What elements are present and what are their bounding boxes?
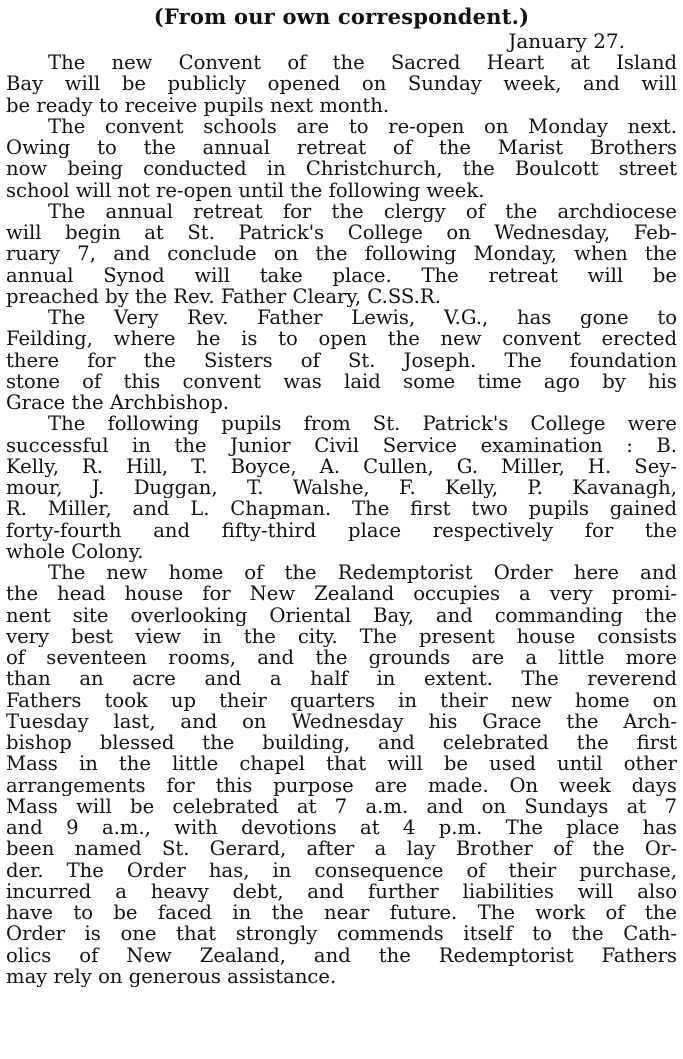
text-line: preached by the Rev. Father Cleary, C.SS.R.: [6, 285, 441, 307]
text-line: Mass in the little chapel that will be used until other: [6, 753, 677, 775]
text-line: ruary 7, and conclude on the following Monday, when the: [6, 243, 677, 265]
text-line: bishop blessed the building, and celebrated the first: [6, 732, 677, 754]
text-line: The new Convent of the Sacred Heart at Island: [48, 52, 677, 74]
text-line: will begin at St. Patrick's College on Wednesday, Feb-: [6, 222, 677, 244]
byline-heading: (From our own correspondent.): [153, 4, 530, 29]
text-line: successful in the Junior Civil Service examination : B.: [6, 434, 677, 456]
text-line: have to be faced in the near future. The work of the: [6, 902, 677, 924]
text-line: now being conducted in Christchurch, the Boulcott street: [6, 158, 677, 180]
text-line: very best view in the city. The present house consists: [6, 625, 677, 647]
text-line: Bay will be publicly opened on Sunday week, and will: [6, 73, 677, 95]
text-line: The convent schools are to re-open on Monday next.: [48, 115, 677, 137]
dateline: January 27.: [508, 29, 625, 53]
text-line: arrangements for this purpose are made. On week days: [6, 774, 677, 796]
article-paragraph: [6, 307, 677, 413]
text-line: and 9 a.m., with devotions at 4 p.m. The place has: [6, 817, 677, 839]
article-paragraph: [6, 562, 677, 987]
text-line: than an acre and a half in extent. The reverend: [6, 668, 677, 690]
text-line: Fathers took up their quarters in their new home on: [6, 689, 677, 711]
text-line: may rely on generous assistance.: [6, 965, 337, 987]
article-paragraph: [6, 201, 677, 307]
article-paragraph: [6, 116, 677, 201]
text-line: forty-fourth and fifty-third place respectively for the: [6, 519, 677, 541]
article-paragraph: [6, 413, 677, 562]
text-line: Tuesday last, and on Wednesday his Grace the Arch-: [6, 710, 677, 732]
text-line: be ready to receive pupils next month.: [6, 94, 390, 116]
text-line: Mass will be celebrated at 7 a.m. and on Sundays at 7: [6, 795, 677, 817]
text-line: whole Colony.: [6, 540, 144, 562]
text-line: Grace the Archbishop.: [6, 392, 229, 414]
text-line: there for the Sisters of St. Joseph. The foundation: [6, 349, 677, 371]
article-body: [6, 52, 677, 987]
text-line: stone of this convent was laid some time ago by his: [6, 370, 677, 392]
article-paragraph: [6, 52, 677, 116]
text-line: der. The Order has, in consequence of their purchase,: [6, 859, 677, 881]
text-line: incurred a heavy debt, and further liabilities will also: [6, 880, 677, 902]
text-line: mour, J. Duggan, T. Walshe, F. Kelly, P. Kavanagh,: [6, 477, 677, 499]
text-line: The new home of the Redemptorist Order here and: [48, 562, 677, 584]
text-line: Kelly, R. Hill, T. Boyce, A. Cullen, G. Miller, H. Sey-: [6, 455, 677, 477]
text-line: of seventeen rooms, and the grounds are a little more: [6, 647, 677, 669]
text-line: annual Synod will take place. The retreat will be: [6, 264, 677, 286]
text-line: the head house for New Zealand occupies a very promi-: [6, 583, 677, 605]
text-line: nent site overlooking Oriental Bay, and commanding the: [6, 604, 677, 626]
text-line: been named St. Gerard, after a lay Brother of the Or-: [6, 838, 677, 860]
text-line: Owing to the annual retreat of the Marist Brothers: [6, 137, 677, 159]
text-line: school will not re-open until the following week.: [6, 179, 485, 201]
text-line: R. Miller, and L. Chapman. The first two pupils gained: [6, 498, 677, 520]
text-line: The annual retreat for the clergy of the archdiocese: [48, 200, 677, 222]
text-line: Order is one that strongly commends itself to the Cath-: [6, 923, 677, 945]
text-line: olics of New Zealand, and the Redemptorist Fathers: [6, 944, 677, 966]
text-line: The Very Rev. Father Lewis, V.G., has gone to: [48, 307, 677, 329]
text-line: Feilding, where he is to open the new convent erected: [6, 328, 677, 350]
text-line: The following pupils from St. Patrick's College were: [48, 413, 677, 435]
